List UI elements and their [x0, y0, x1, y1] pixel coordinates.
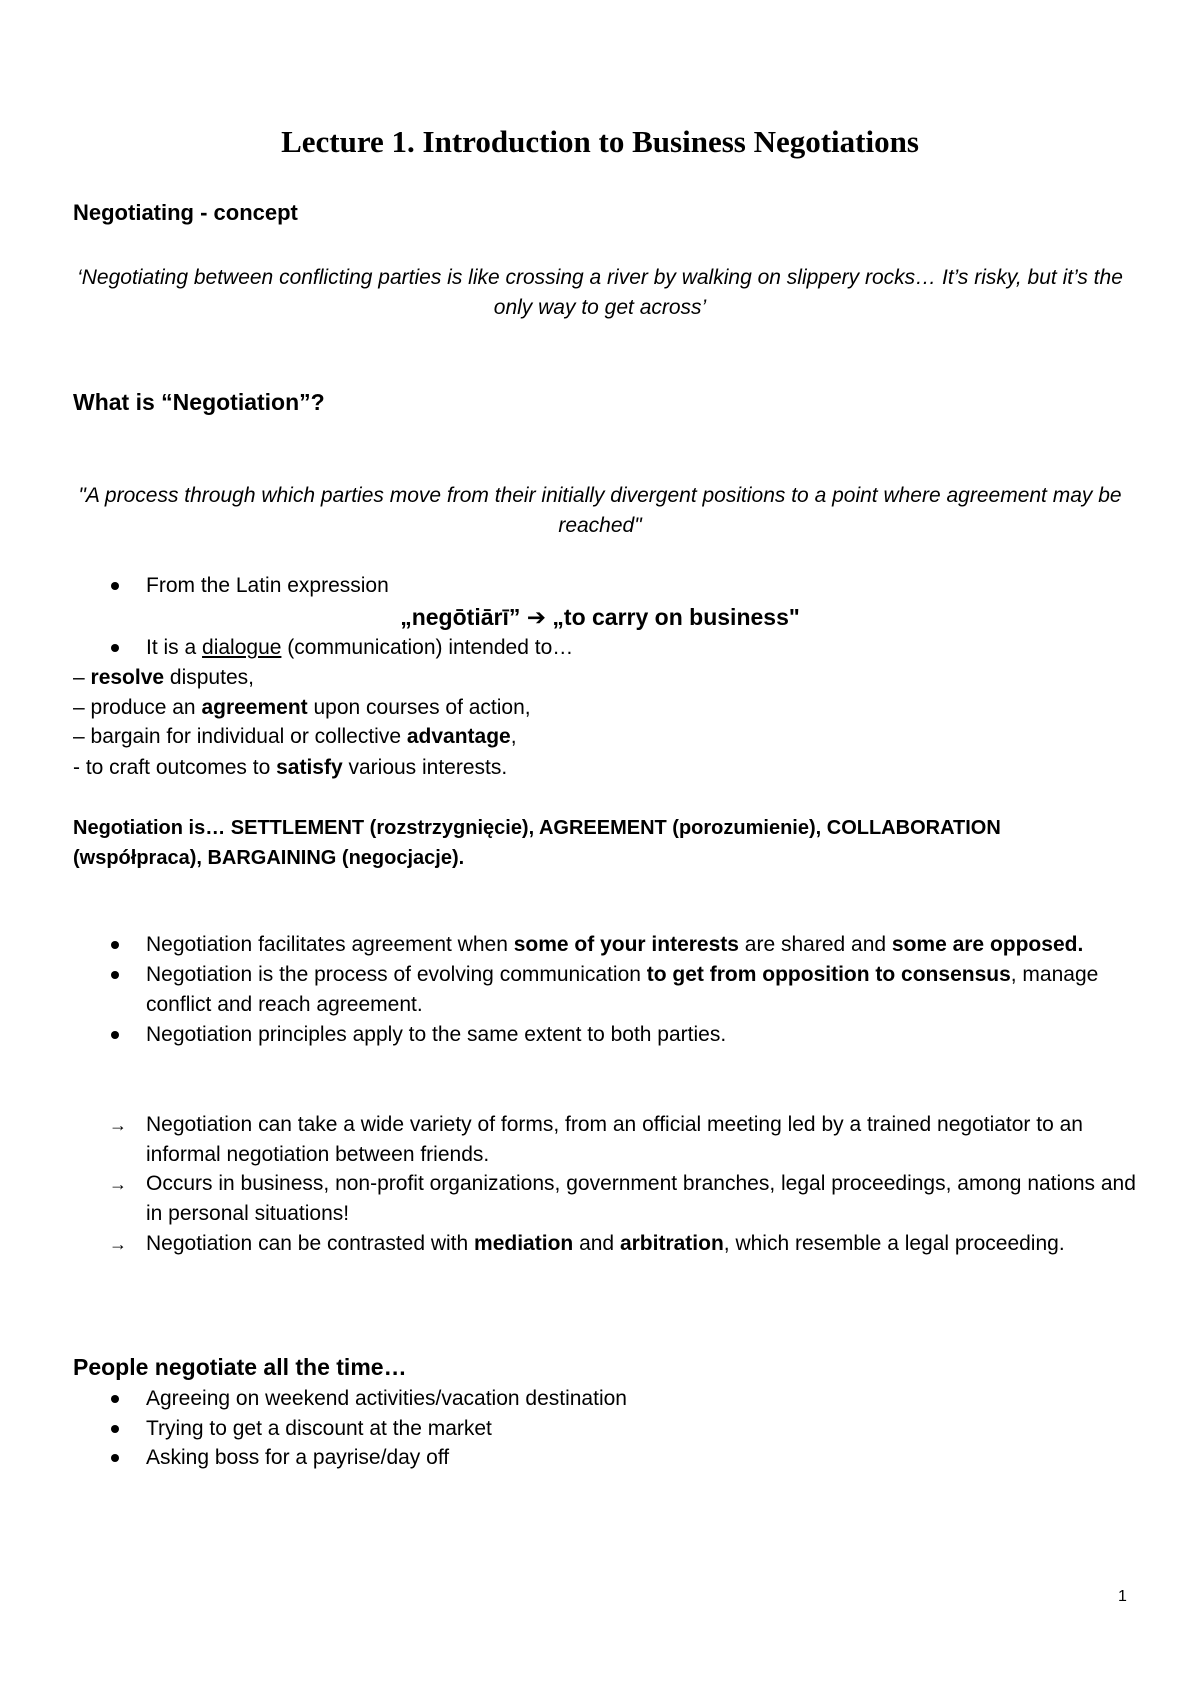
list-item-text: Trying to get a discount at the market: [146, 1417, 492, 1440]
arrow-right-icon: →: [109, 1115, 127, 1135]
arrow-item-text: Negotiation can be contrasted with mediation and arbitration, which resemble a legal proceeding.: [146, 1232, 1065, 1255]
heading-what-is-negotiation: What is “Negotiation”?: [73, 389, 325, 415]
heading-people-negotiate: People negotiate all the time…: [73, 1354, 407, 1380]
list-item-text: From the Latin expression: [146, 574, 389, 597]
dash-item: - to craft outcomes to satisfy various interests.: [73, 756, 508, 779]
list-item-text: It is a dialogue (communication) intended to…: [146, 636, 574, 659]
list-item-text: Negotiation facilitates agreement when some of your interests are shared and some are opposed.: [146, 933, 1084, 956]
latin-meaning: „to carry on business": [552, 604, 800, 630]
document-title: Lecture 1. Introduction to Business Negotiations: [281, 124, 919, 159]
arrow-right-icon: →: [109, 1174, 127, 1194]
arrow-item-text: Negotiation can take a wide variety of forms, from an official meeting led by a trained negotiator to an informal negotiation between friends.: [146, 1113, 1083, 1166]
latin-phrase: „negōtiārī”: [400, 604, 521, 630]
quote-process: "A process through which parties move from their initially divergent positions to a point where agreement may be reached": [78, 484, 1122, 537]
dash-item: – resolve disputes,: [73, 666, 254, 689]
heading-negotiating-concept: Negotiating - concept: [73, 200, 298, 225]
dialogue-word: dialogue: [202, 636, 282, 659]
list-item-text: Negotiation is the process of evolving communication to get from opposition to consensus, manage conflict and reach agreement.: [146, 963, 1099, 1016]
dash-item: – produce an agreement upon courses of action,: [73, 696, 531, 719]
definition-paragraph: Negotiation is… SETTLEMENT (rozstrzygnięcie), AGREEMENT (porozumienie), COLLABORATION (współpraca), BARGAINING (negocjacje).: [73, 817, 1001, 869]
arrow-item-text: Occurs in business, non-profit organizations, government branches, legal proceedings, among nations and in personal situations!: [146, 1172, 1136, 1225]
latin-phrase-line: [0, 602, 1200, 632]
list-item-text: Agreeing on weekend activities/vacation destination: [146, 1387, 627, 1410]
page-number: 1: [1118, 1588, 1127, 1605]
list-item-text: Negotiation principles apply to the same extent to both parties.: [146, 1023, 727, 1046]
quote-river: ‘Negotiating between conflicting parties is like crossing a river by walking on slippery rocks… It’s risky, but it’s the only way to get across’: [77, 266, 1123, 319]
list-item-text: Asking boss for a payrise/day off: [146, 1446, 450, 1469]
arrow-right-icon: →: [109, 1234, 127, 1254]
dash-item: – bargain for individual or collective advantage,: [73, 725, 517, 748]
arrow-right-icon: ➔: [526, 604, 547, 630]
